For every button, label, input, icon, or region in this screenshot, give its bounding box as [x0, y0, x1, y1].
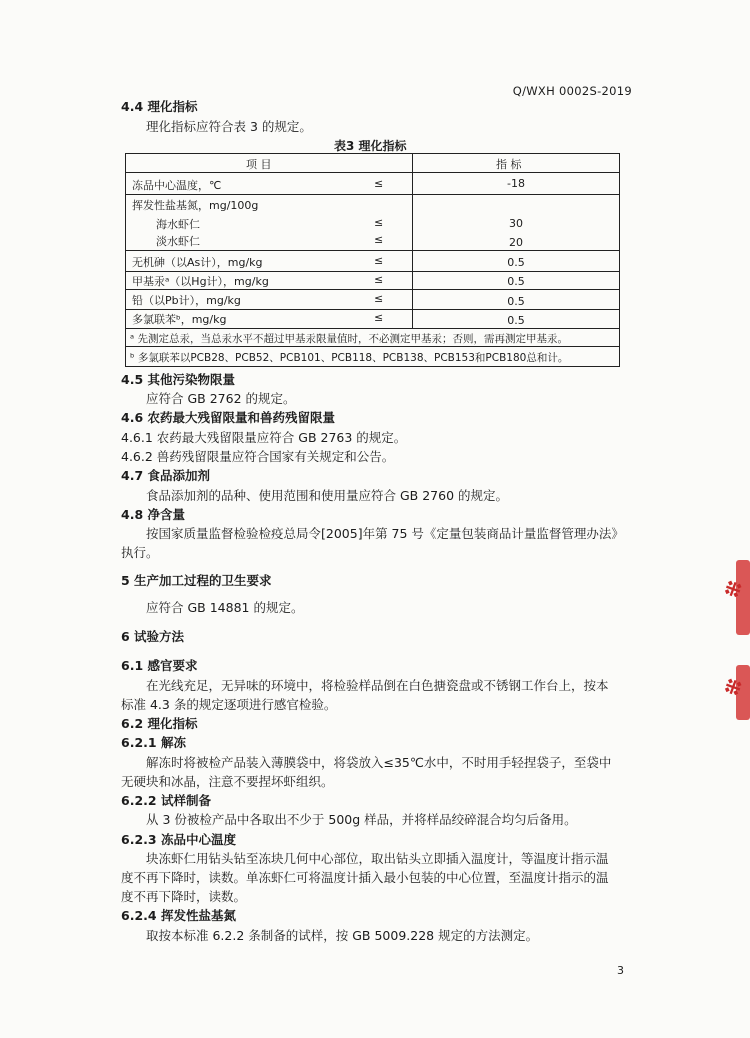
row-symbol: ≤ [374, 177, 384, 190]
section-5-title: 5 生产加工过程的卫生要求 [121, 573, 272, 588]
row-symbol: ≤ [374, 254, 384, 267]
row-item: 海水虾仁 [156, 218, 200, 231]
row-value: -18 [507, 177, 525, 190]
section-6-2-2-text: 从 3 份被检产品中各取出不少于 500g 样品，并将样品绞碎混合均匀后备用。 [146, 812, 577, 827]
row-value: 0.5 [507, 314, 525, 327]
row-item: 无机砷（以As计），mg/kg [132, 256, 263, 269]
row-symbol: ≤ [374, 273, 384, 286]
row-item: 多氯联苯ᵇ，mg/kg [132, 313, 227, 326]
row-item: 挥发性盐基氮，mg/100g [132, 199, 259, 212]
section-6-2-4-text: 取按本标准 6.2.2 条制备的试样，按 GB 5009.228 规定的方法测定。 [146, 928, 539, 943]
section-6-2-1-title: 6.2.1 解冻 [121, 735, 186, 750]
section-4-7-title: 4.7 食品添加剂 [121, 468, 210, 483]
section-6-title: 6 试验方法 [121, 629, 185, 644]
section-4-5-title: 4.5 其他污染物限量 [121, 372, 235, 387]
section-6-2-3-text-cont2: 度不再下降时，读数。 [121, 889, 247, 904]
section-6-2-3-title: 6.2.3 冻品中心温度 [121, 832, 236, 847]
section-6-1-text-cont: 标准 4.3 条的规定逐项进行感官检验。 [121, 697, 337, 712]
section-6-1-text: 在光线充足，无异味的环境中，将检验样品倒在白色搪瓷盘或不锈钢工作台上，按本 [146, 678, 609, 693]
section-4-6-title: 4.6 农药最大残留限量和兽药残留限量 [121, 410, 335, 425]
document-code: Q/WXH 0002S-2019 [512, 84, 632, 98]
row-symbol: ≤ [374, 216, 384, 229]
section-4-5-text: 应符合 GB 2762 的规定。 [146, 391, 296, 406]
header-value: 指 标 [496, 158, 522, 171]
row-symbol: ≤ [374, 292, 384, 305]
section-6-2-1-text-cont: 无硬块和冰晶，注意不要捏坏虾组织。 [121, 774, 334, 789]
table-note-b: ᵇ 多氯联苯以PCB28、PCB52、PCB101、PCB118、PCB138、PCB153和PCB180总和计。 [130, 352, 569, 364]
section-4-8-text-cont: 执行。 [121, 545, 159, 560]
section-4-8-text: 按国家质量监督检验检疫总局令[2005]年第 75 号《定量包装商品计量监督管理办法》 [146, 526, 624, 541]
section-4-4-text: 理化指标应符合表 3 的规定。 [146, 119, 312, 134]
page-number: 3 [617, 964, 624, 977]
section-6-1-title: 6.1 感官要求 [121, 658, 198, 673]
section-5-text: 应符合 GB 14881 的规定。 [146, 600, 304, 615]
table-caption: 表3 理化指标 [334, 139, 407, 153]
section-6-2-3-text: 块冻虾仁用钻头钻至冻块几何中心部位，取出钻头立即插入温度计，等温度计指示温 [146, 851, 609, 866]
row-item: 冻品中心温度，℃ [132, 179, 222, 192]
section-6-2-title: 6.2 理化指标 [121, 716, 198, 731]
row-symbol: ≤ [374, 233, 384, 246]
row-symbol: ≤ [374, 311, 384, 324]
section-6-2-4-title: 6.2.4 挥发性盐基氮 [121, 908, 236, 923]
section-4-6-1-text: 4.6.1 农药最大残留限量应符合 GB 2763 的规定。 [121, 430, 407, 445]
section-6-2-2-title: 6.2.2 试样制备 [121, 793, 211, 808]
row-value: 0.5 [507, 295, 525, 308]
section-4-7-text: 食品添加剂的品种、使用范围和使用量应符合 GB 2760 的规定。 [146, 488, 508, 503]
row-item: 淡水虾仁 [156, 235, 200, 248]
row-value: 20 [509, 236, 523, 249]
row-value: 0.5 [507, 256, 525, 269]
section-4-8-title: 4.8 净含量 [121, 507, 185, 522]
header-item: 项 目 [246, 158, 272, 171]
table-note-a: ᵃ 先测定总汞，当总汞水平不超过甲基汞限量值时，不必测定甲基汞；否则，需再测定甲基汞。 [130, 333, 568, 345]
section-4-4-title: 4.4 理化指标 [121, 99, 198, 114]
row-item: 铅（以Pb计），mg/kg [132, 294, 241, 307]
row-item: 甲基汞ᵃ（以Hg计），mg/kg [132, 275, 269, 288]
section-6-2-3-text-cont: 度不再下降时，读数。单冻虾仁可将温度计插入最小包装的中心位置，至温度计指示的温 [121, 870, 609, 885]
row-value: 0.5 [507, 275, 525, 288]
section-6-2-1-text: 解冻时将被检产品装入薄膜袋中，将袋放入≤35℃水中，不时用手轻捏袋子，至袋中 [146, 755, 612, 770]
section-4-6-2-text: 4.6.2 兽药残留限量应符合国家有关规定和公告。 [121, 449, 395, 464]
row-value: 30 [509, 217, 523, 230]
physicochemical-table [125, 153, 620, 367]
